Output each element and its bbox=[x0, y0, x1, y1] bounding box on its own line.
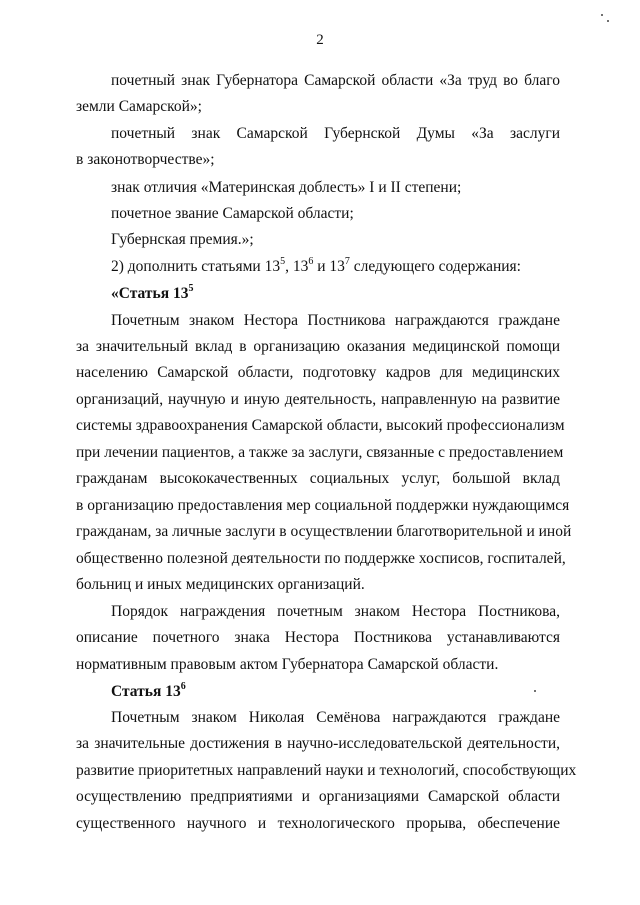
text-line: почетное звание Самарской области; bbox=[111, 205, 354, 222]
text-line: больниц и иных медицинских организаций. bbox=[76, 576, 365, 593]
text-line: земли Самарской»; bbox=[76, 98, 202, 115]
text-line: знак отличия «Материнская доблесть» I и II степени; bbox=[111, 179, 462, 196]
text-line: населению Самарской области, подготовку кадров для медицинских bbox=[76, 364, 560, 381]
text-line: гражданам высококачественных социальных услуг, большой вклад bbox=[76, 470, 560, 487]
text-line: гражданам, за личные заслуги в осуществлении благотворительной и иной bbox=[76, 523, 572, 540]
scan-speck bbox=[534, 690, 536, 692]
text-line: развитие приоритетных направлений науки и технологий, способствующих bbox=[76, 762, 577, 779]
article-heading bbox=[111, 284, 560, 304]
text-line: осуществлению предприятиями и организациями Самарской области bbox=[76, 788, 560, 805]
superscript: 7 bbox=[344, 255, 350, 267]
text-line: описание почетного знака Нестора Постникова устанавливаются bbox=[76, 629, 560, 646]
text-line: общественно полезной деятельности по поддержке хосписов, госпиталей, bbox=[76, 550, 566, 567]
text-line: системы здравоохранения Самарской области, высокий профессионализм bbox=[76, 417, 565, 434]
text-line: организаций, научную и иную деятельность, направленную на развитие bbox=[76, 391, 560, 408]
text-line: Почетным знаком Николая Семёнова награждаются граждане bbox=[111, 709, 560, 726]
superscript: 6 bbox=[180, 680, 186, 692]
article-heading bbox=[111, 682, 560, 702]
text-fragment: и 13 bbox=[313, 258, 345, 275]
text-line: почетный знак Самарской Губернской Думы «За заслуги bbox=[111, 125, 560, 142]
text-line: в организацию предоставления мер социальной поддержки нуждающимся bbox=[76, 497, 570, 514]
text-line: за значительный вклад в организацию оказания медицинской помощи bbox=[76, 338, 560, 355]
text-line: при лечении пациентов, а также за заслуги, связанные с предоставлением bbox=[76, 444, 564, 461]
scan-speck bbox=[607, 20, 609, 22]
article-heading-text: Статья 13 bbox=[111, 683, 181, 700]
text-line: за значительные достижения в научно-исследовательской деятельности, bbox=[76, 735, 560, 752]
article-heading-text: «Статья 13 bbox=[111, 285, 189, 302]
text-line: существенного научного и технологического прорыва, обеспечение bbox=[76, 815, 560, 832]
superscript: 5 bbox=[188, 282, 194, 294]
text-line: Порядок награждения почетным знаком Нестора Постникова, bbox=[111, 603, 560, 620]
text-line: Почетным знаком Нестора Постникова награждаются граждане bbox=[111, 312, 560, 329]
text-fragment: 2) дополнить статьями 13 bbox=[111, 258, 281, 275]
text-line bbox=[111, 257, 560, 277]
text-line: Губернская премия.»; bbox=[111, 231, 254, 248]
superscript: 5 bbox=[280, 255, 286, 267]
text-line: в законотворчестве»; bbox=[76, 151, 215, 168]
text-line: нормативным правовым актом Губернатора Самарской области. bbox=[76, 656, 499, 673]
text-line: почетный знак Губернатора Самарской области «За труд во благо bbox=[111, 72, 560, 89]
scan-speck bbox=[601, 14, 603, 16]
superscript: 6 bbox=[308, 255, 314, 267]
text-fragment: следующего содержания: bbox=[349, 258, 521, 275]
page-number: 2 bbox=[316, 32, 324, 48]
text-fragment: , 13 bbox=[285, 258, 309, 275]
